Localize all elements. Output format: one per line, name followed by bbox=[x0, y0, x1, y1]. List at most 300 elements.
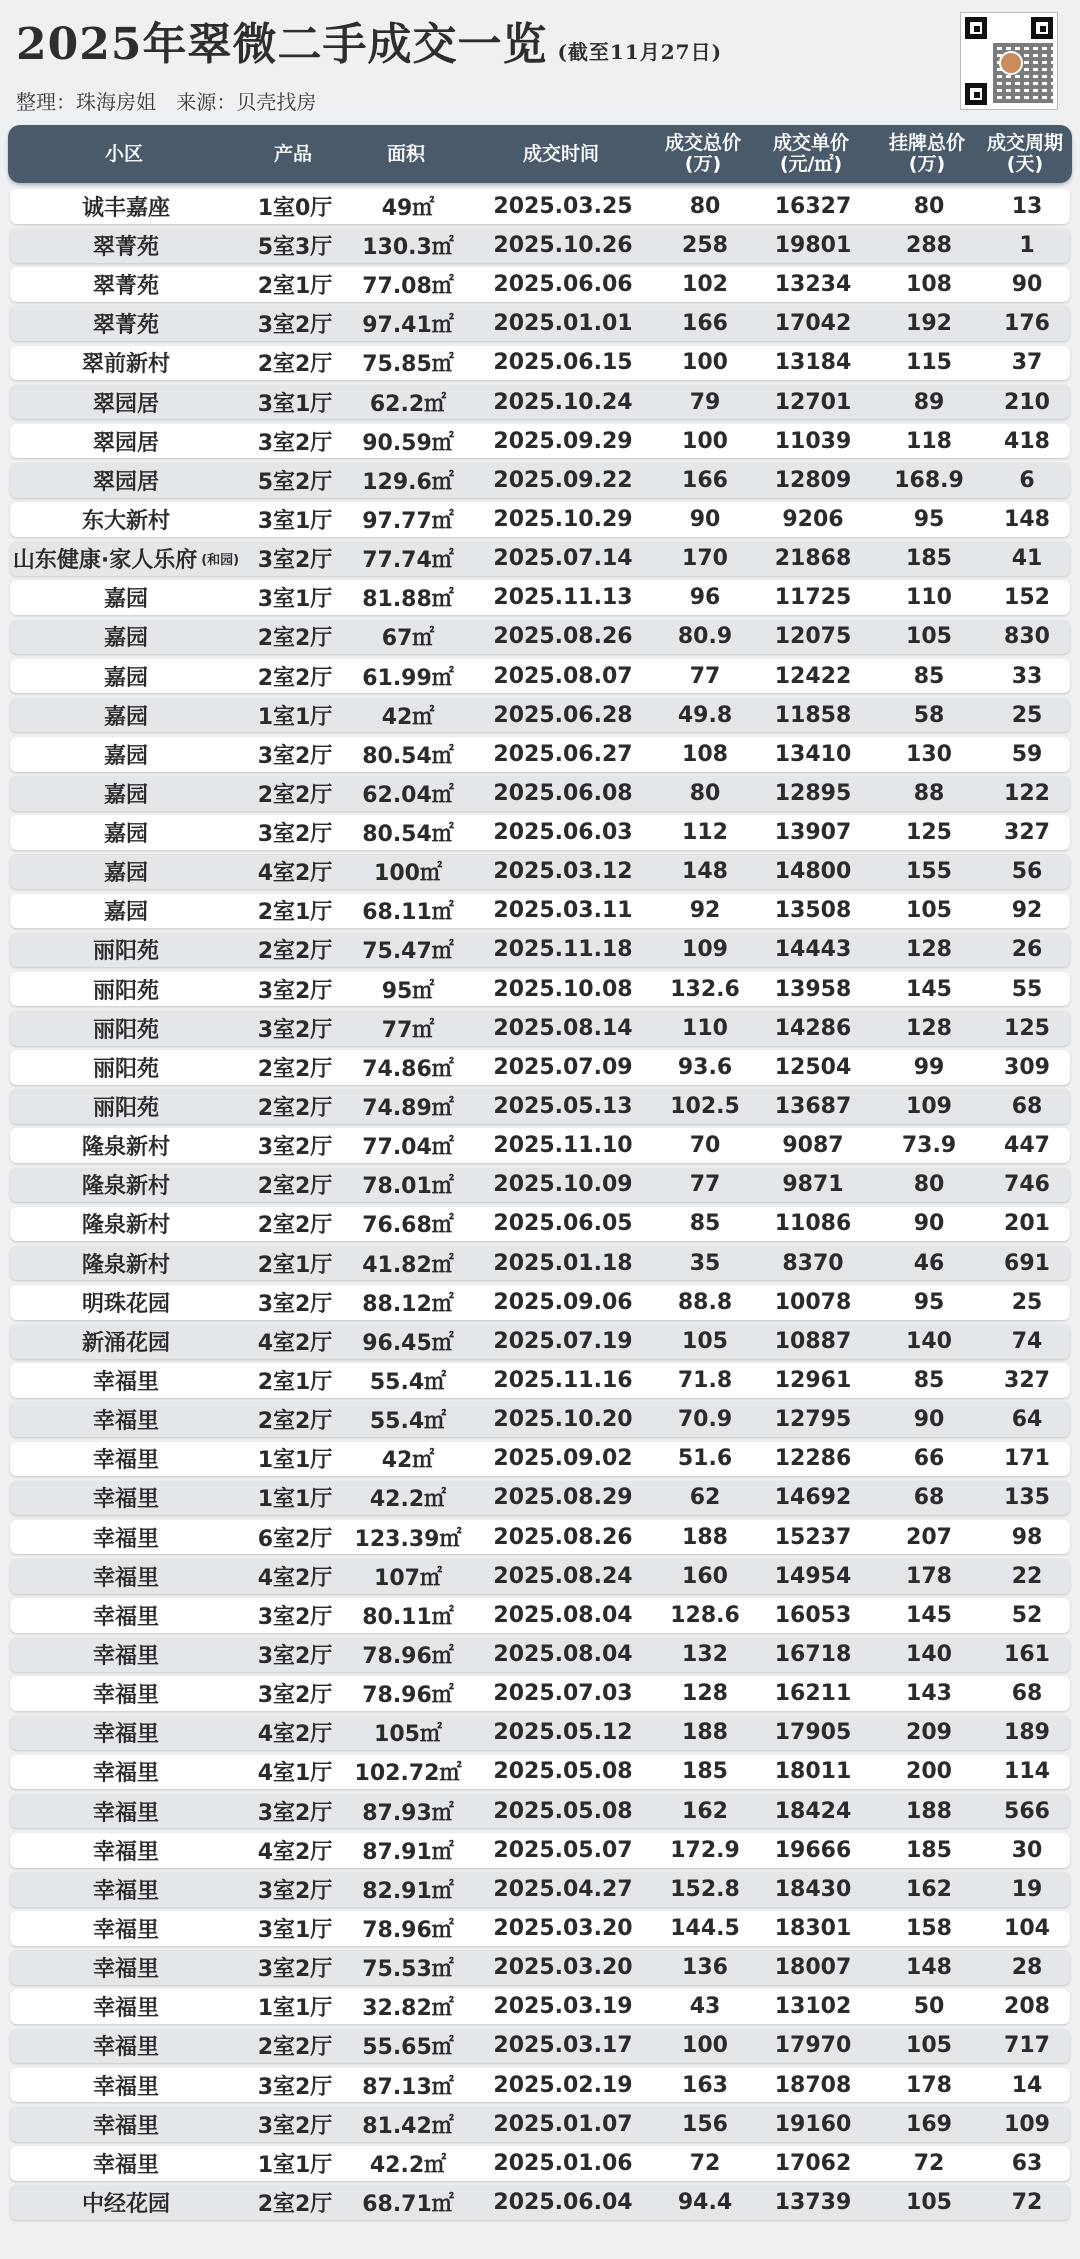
cell-area: 80.11㎡ bbox=[362, 1604, 454, 1630]
cell-unit-price: 13687 bbox=[774, 1094, 852, 1120]
cell-list-price: 207 bbox=[906, 1524, 952, 1550]
cell-area: 130.3㎡ bbox=[362, 234, 454, 260]
table-row bbox=[10, 1363, 1070, 1398]
cell-total-price: 62 bbox=[689, 1485, 721, 1511]
cell-community: 明珠花园 bbox=[81, 1291, 170, 1317]
cell-deal-cycle: 161 bbox=[1004, 1642, 1050, 1668]
header-community: 小区 bbox=[104, 142, 143, 165]
cell-deal-cycle: 25 bbox=[1011, 702, 1043, 728]
cell-deal-cycle: 59 bbox=[1011, 741, 1043, 767]
cell-product: 3室2厅 bbox=[257, 548, 333, 574]
cell-community: 翠前新村 bbox=[81, 352, 170, 378]
cell-list-price: 145 bbox=[906, 976, 952, 1002]
cell-unit-price: 13739 bbox=[774, 2189, 852, 2215]
table-row bbox=[10, 580, 1070, 615]
cell-product: 3室2厅 bbox=[257, 1683, 333, 1709]
cell-list-price: 50 bbox=[913, 1994, 945, 2020]
cell-unit-price: 15237 bbox=[774, 1524, 852, 1550]
table-row bbox=[10, 1833, 1070, 1868]
cell-product: 3室1厅 bbox=[257, 587, 333, 613]
cell-deal-cycle: 37 bbox=[1011, 350, 1043, 376]
cell-community: 幸福里 bbox=[92, 1839, 159, 1865]
cell-deal-cycle: 125 bbox=[1004, 1015, 1050, 1041]
cell-date: 2025.10.09 bbox=[493, 1172, 633, 1198]
cell-list-price: 288 bbox=[906, 232, 952, 258]
cell-unit-price: 12701 bbox=[774, 389, 852, 415]
cell-total-price: 79 bbox=[689, 389, 721, 415]
cell-product: 4室2厅 bbox=[257, 1722, 333, 1748]
cell-product: 3室2厅 bbox=[257, 822, 333, 848]
table-row bbox=[10, 463, 1070, 498]
cell-area: 87.91㎡ bbox=[362, 1839, 454, 1865]
cell-total-price: 132.6 bbox=[670, 976, 740, 1002]
cell-product: 3室1厅 bbox=[257, 391, 333, 417]
table-row bbox=[10, 659, 1070, 694]
cell-date: 2025.10.26 bbox=[493, 232, 633, 258]
cell-unit-price: 16211 bbox=[774, 1681, 852, 1707]
cell-list-price: 155 bbox=[906, 859, 952, 885]
cell-product: 3室2厅 bbox=[257, 1878, 333, 1904]
cell-product: 3室2厅 bbox=[257, 313, 333, 339]
cell-date: 2025.05.12 bbox=[493, 1720, 633, 1746]
avatar bbox=[999, 51, 1023, 75]
cell-community: 嘉园 bbox=[103, 587, 148, 613]
cell-deal-cycle: 13 bbox=[1011, 193, 1043, 219]
cell-date: 2025.01.18 bbox=[493, 1250, 633, 1276]
cell-product: 2室2厅 bbox=[257, 1096, 333, 1122]
cell-unit-price: 10078 bbox=[774, 1289, 852, 1315]
cell-total-price: 43 bbox=[689, 1994, 721, 2020]
table-row bbox=[10, 1402, 1070, 1437]
cell-date: 2025.07.09 bbox=[493, 1054, 633, 1080]
cell-area: 87.13㎡ bbox=[362, 2074, 454, 2100]
cell-total-price: 166 bbox=[682, 467, 728, 493]
cell-deal-cycle: 210 bbox=[1004, 389, 1050, 415]
cell-list-price: 90 bbox=[913, 1407, 945, 1433]
cell-date: 2025.06.05 bbox=[493, 1211, 633, 1237]
title-subtitle: (截至11月27日) bbox=[557, 40, 723, 64]
cell-unit-price: 17905 bbox=[774, 1720, 852, 1746]
cell-deal-cycle: 208 bbox=[1004, 1994, 1050, 2020]
cell-list-price: 105 bbox=[906, 2033, 952, 2059]
cell-community: 幸福里 bbox=[92, 1448, 159, 1474]
cell-unit-price: 13234 bbox=[774, 272, 852, 298]
table-row bbox=[10, 1011, 1070, 1046]
cell-deal-cycle: 201 bbox=[1004, 1211, 1050, 1237]
cell-total-price: 85 bbox=[689, 1211, 721, 1237]
cell-community: 嘉园 bbox=[103, 704, 148, 730]
table-row bbox=[10, 1598, 1070, 1633]
cell-list-price: 143 bbox=[906, 1681, 952, 1707]
cell-product: 2室2厅 bbox=[257, 782, 333, 808]
cell-deal-cycle: 189 bbox=[1004, 1720, 1050, 1746]
cell-area: 42㎡ bbox=[381, 1448, 435, 1474]
cell-community: 翠菁苑 bbox=[92, 313, 159, 339]
header-area: 面积 bbox=[386, 142, 425, 165]
cell-unit-price: 19160 bbox=[774, 2111, 852, 2137]
cell-unit-price: 13907 bbox=[774, 820, 852, 846]
table-row bbox=[10, 1794, 1070, 1829]
cell-product: 3室2厅 bbox=[257, 2074, 333, 2100]
cell-community: 幸福里 bbox=[92, 1370, 159, 1396]
table-row bbox=[10, 972, 1070, 1007]
cell-total-price: 70 bbox=[689, 1133, 721, 1159]
cell-area: 82.91㎡ bbox=[362, 1878, 454, 1904]
cell-deal-cycle: 148 bbox=[1004, 506, 1050, 532]
cell-total-price: 100 bbox=[682, 350, 728, 376]
table-row bbox=[10, 933, 1070, 968]
cell-community: 幸福里 bbox=[92, 2113, 159, 2139]
cell-community: 幸福里 bbox=[92, 1878, 159, 1904]
cell-deal-cycle: 135 bbox=[1004, 1485, 1050, 1511]
cell-date: 2025.10.08 bbox=[493, 976, 633, 1002]
cell-date: 2025.09.02 bbox=[493, 1446, 633, 1472]
cell-list-price: 188 bbox=[906, 1798, 952, 1824]
cell-area: 123.39㎡ bbox=[354, 1526, 462, 1552]
cell-date: 2025.03.20 bbox=[493, 1916, 633, 1941]
cell-date: 2025.03.19 bbox=[493, 1994, 633, 2020]
cell-total-price: 80.9 bbox=[677, 624, 733, 650]
cell-date: 2025.01.06 bbox=[493, 2150, 633, 2176]
cell-date: 2025.03.12 bbox=[493, 859, 633, 885]
cell-list-price: 168.9 bbox=[894, 467, 964, 493]
cell-list-price: 162 bbox=[906, 1876, 952, 1902]
cell-product: 2室2厅 bbox=[257, 1409, 333, 1435]
cell-deal-cycle: 92 bbox=[1011, 898, 1043, 924]
table-row bbox=[10, 502, 1070, 537]
table-row bbox=[10, 854, 1070, 889]
cell-unit-price: 16718 bbox=[774, 1642, 852, 1668]
cell-deal-cycle: 14 bbox=[1011, 2072, 1043, 2098]
cell-deal-cycle: 418 bbox=[1004, 428, 1050, 454]
cell-date: 2025.06.03 bbox=[493, 820, 633, 846]
cell-unit-price: 18430 bbox=[774, 1876, 852, 1902]
cell-area: 62.04㎡ bbox=[362, 782, 454, 808]
cell-product: 1室1厅 bbox=[257, 1487, 333, 1513]
table-row bbox=[10, 1168, 1070, 1203]
cell-date: 2025.08.04 bbox=[493, 1642, 633, 1668]
cell-total-price: 102 bbox=[682, 272, 728, 298]
cell-community: 嘉园 bbox=[103, 822, 148, 848]
cell-date: 2025.02.19 bbox=[493, 2072, 633, 2098]
cell-community: 丽阳苑 bbox=[92, 978, 159, 1004]
cell-date: 2025.10.29 bbox=[493, 506, 633, 532]
table-row bbox=[10, 385, 1070, 420]
cell-deal-cycle: 98 bbox=[1011, 1524, 1043, 1550]
table-row bbox=[10, 1989, 1070, 2024]
cell-product: 2室2厅 bbox=[257, 352, 333, 378]
table-row bbox=[10, 1128, 1070, 1163]
cell-unit-price: 12795 bbox=[774, 1407, 852, 1433]
cell-community: 丽阳苑 bbox=[92, 1056, 159, 1082]
cell-unit-price: 9871 bbox=[782, 1172, 844, 1198]
cell-deal-cycle: 6 bbox=[1019, 467, 1035, 493]
cell-deal-cycle: 717 bbox=[1004, 2033, 1050, 2059]
cell-total-price: 128.6 bbox=[670, 1602, 740, 1628]
cell-total-price: 160 bbox=[682, 1563, 728, 1589]
table-row bbox=[10, 424, 1070, 459]
cell-date: 2025.06.15 bbox=[493, 350, 633, 376]
cell-community: 中经花园 bbox=[81, 2191, 170, 2217]
cell-list-price: 140 bbox=[906, 1328, 952, 1354]
cell-list-price: 115 bbox=[906, 350, 952, 376]
cell-community: 新涌花园 bbox=[81, 1330, 170, 1356]
cell-date: 2025.08.29 bbox=[493, 1485, 633, 1511]
cell-total-price: 94.4 bbox=[677, 2189, 733, 2215]
cell-area: 67㎡ bbox=[381, 626, 435, 652]
cell-community: 幸福里 bbox=[92, 1683, 159, 1709]
cell-list-price: 88 bbox=[913, 780, 945, 806]
cell-date: 2025.07.19 bbox=[493, 1328, 633, 1354]
cell-date: 2025.03.25 bbox=[493, 193, 633, 219]
cell-total-price: 88.8 bbox=[677, 1289, 733, 1315]
table-row bbox=[10, 1755, 1070, 1790]
cell-product: 4室1厅 bbox=[257, 1761, 333, 1787]
cell-unit-price: 14954 bbox=[774, 1563, 852, 1589]
cell-total-price: 77 bbox=[689, 663, 721, 689]
cell-date: 2025.05.08 bbox=[493, 1759, 633, 1785]
cell-list-price: 105 bbox=[906, 2189, 952, 2215]
cell-area: 78.96㎡ bbox=[362, 1683, 454, 1709]
cell-product: 1室1厅 bbox=[257, 1996, 333, 2022]
table-row bbox=[10, 1637, 1070, 1672]
cell-product: 2室2厅 bbox=[257, 939, 333, 965]
cell-product: 3室2厅 bbox=[257, 1604, 333, 1630]
table-row bbox=[10, 1207, 1070, 1242]
cell-deal-cycle: 327 bbox=[1004, 820, 1050, 846]
cell-deal-cycle: 25 bbox=[1011, 1289, 1043, 1315]
cell-date: 2025.03.20 bbox=[493, 1955, 633, 1981]
cell-product: 3室2厅 bbox=[257, 1644, 333, 1670]
cell-deal-cycle: 171 bbox=[1004, 1446, 1050, 1472]
cell-product: 3室2厅 bbox=[257, 1291, 333, 1317]
cell-date: 2025.04.27 bbox=[493, 1876, 633, 1902]
cell-community: 嘉园 bbox=[103, 743, 148, 769]
cell-area: 77.08㎡ bbox=[362, 274, 454, 300]
cell-area: 41.82㎡ bbox=[362, 1252, 454, 1278]
cell-total-price: 148 bbox=[682, 859, 728, 885]
cell-area: 74.86㎡ bbox=[362, 1056, 454, 1082]
cell-area: 90.59㎡ bbox=[362, 430, 454, 456]
cell-community: 诚丰嘉座 bbox=[81, 195, 170, 221]
cell-date: 2025.01.01 bbox=[493, 311, 633, 337]
cell-total-price: 172.9 bbox=[670, 1837, 740, 1863]
cell-deal-cycle: 55 bbox=[1011, 976, 1043, 1002]
page-title bbox=[16, 8, 722, 72]
cell-area: 55.4㎡ bbox=[369, 1370, 447, 1396]
cell-unit-price: 9206 bbox=[782, 506, 844, 532]
cell-date: 2025.06.08 bbox=[493, 780, 633, 806]
cell-community: 幸福里 bbox=[92, 1526, 159, 1552]
cell-list-price: 89 bbox=[913, 389, 945, 415]
cell-product: 3室1厅 bbox=[257, 1918, 333, 1943]
cell-total-price: 100 bbox=[682, 428, 728, 454]
cell-deal-cycle: 109 bbox=[1004, 2111, 1050, 2137]
cell-area: 68.71㎡ bbox=[362, 2191, 454, 2217]
cell-community: 隆泉新村 bbox=[81, 1252, 170, 1278]
cell-deal-cycle: 309 bbox=[1004, 1054, 1050, 1080]
cell-total-price: 112 bbox=[682, 820, 728, 846]
cell-list-price: 46 bbox=[913, 1250, 945, 1276]
cell-deal-cycle: 26 bbox=[1011, 937, 1043, 963]
cell-total-price: 70.9 bbox=[677, 1407, 733, 1433]
cell-product: 2室2厅 bbox=[257, 1056, 333, 1082]
cell-deal-cycle: 104 bbox=[1004, 1916, 1050, 1941]
cell-community: 嘉园 bbox=[103, 665, 148, 691]
table-row bbox=[10, 2068, 1070, 2103]
table-header bbox=[8, 125, 1072, 183]
cell-community: 隆泉新村 bbox=[81, 1135, 170, 1161]
cell-unit-price: 10887 bbox=[774, 1328, 852, 1354]
table-row bbox=[10, 267, 1070, 302]
cell-list-price: 90 bbox=[913, 1211, 945, 1237]
cell-unit-price: 13410 bbox=[774, 741, 852, 767]
cell-date: 2025.06.06 bbox=[493, 272, 633, 298]
cell-area: 55.4㎡ bbox=[369, 1409, 447, 1435]
cell-community: 幸福里 bbox=[92, 1722, 159, 1748]
cell-deal-cycle: 56 bbox=[1011, 859, 1043, 885]
table-row bbox=[10, 1481, 1070, 1516]
cell-list-price: 73.9 bbox=[901, 1133, 957, 1159]
cell-date: 2025.09.22 bbox=[493, 467, 633, 493]
cell-date: 2025.03.11 bbox=[493, 898, 633, 924]
cell-total-price: 51.6 bbox=[677, 1446, 733, 1472]
table-row bbox=[10, 1872, 1070, 1907]
cell-total-price: 49.8 bbox=[677, 702, 733, 728]
table-row bbox=[10, 1324, 1070, 1359]
cell-unit-price: 18301 bbox=[774, 1916, 852, 1941]
cell-date: 2025.08.24 bbox=[493, 1563, 633, 1589]
cell-unit-price: 12504 bbox=[774, 1054, 852, 1080]
cell-deal-cycle: 68 bbox=[1011, 1094, 1043, 1120]
cell-unit-price: 13184 bbox=[774, 350, 852, 376]
cell-area: 74.89㎡ bbox=[362, 1096, 454, 1122]
cell-community: 丽阳苑 bbox=[92, 1017, 159, 1043]
cell-unit-price: 18011 bbox=[774, 1759, 852, 1785]
cell-deal-cycle: 122 bbox=[1004, 780, 1050, 806]
cell-area: 42㎡ bbox=[381, 704, 435, 730]
cell-area: 62.2㎡ bbox=[369, 391, 447, 417]
table-row bbox=[10, 228, 1070, 263]
header-total-price: 成交总价 (万) bbox=[664, 132, 741, 175]
cell-community: 幸福里 bbox=[92, 1644, 159, 1670]
cell-total-price: 108 bbox=[682, 741, 728, 767]
cell-unit-price: 17062 bbox=[774, 2150, 852, 2176]
cell-product: 6室2厅 bbox=[257, 1526, 333, 1552]
cell-deal-cycle: 447 bbox=[1004, 1133, 1050, 1159]
cell-list-price: 85 bbox=[913, 663, 945, 689]
cell-total-price: 77 bbox=[689, 1172, 721, 1198]
cell-unit-price: 13102 bbox=[774, 1994, 852, 2020]
cell-community: 幸福里 bbox=[92, 1800, 159, 1826]
credit-line bbox=[16, 86, 330, 115]
cell-product: 2室2厅 bbox=[257, 1213, 333, 1239]
cell-deal-cycle: 691 bbox=[1004, 1250, 1050, 1276]
cell-date: 2025.11.13 bbox=[493, 585, 633, 611]
cell-date: 2025.09.06 bbox=[493, 1289, 633, 1315]
cell-list-price: 105 bbox=[906, 898, 952, 924]
cell-unit-price: 11086 bbox=[774, 1211, 852, 1237]
cell-total-price: 188 bbox=[682, 1720, 728, 1746]
cell-community: 幸福里 bbox=[92, 1409, 159, 1435]
cell-community: 幸福里 bbox=[92, 2035, 159, 2061]
cell-date: 2025.08.26 bbox=[493, 624, 633, 650]
cell-list-price: 118 bbox=[906, 428, 952, 454]
cell-date: 2025.06.27 bbox=[493, 741, 633, 767]
title-text: 2025年翠微二手成交一览 bbox=[16, 19, 548, 70]
cell-total-price: 110 bbox=[682, 1015, 728, 1041]
cell-area: 96.45㎡ bbox=[362, 1330, 454, 1356]
cell-list-price: 85 bbox=[913, 1368, 945, 1394]
table-row bbox=[10, 1559, 1070, 1594]
cell-area: 42.2㎡ bbox=[369, 2152, 447, 2178]
table-row bbox=[10, 541, 1070, 576]
cell-community: 嘉园 bbox=[103, 782, 148, 808]
cell-total-price: 90 bbox=[689, 506, 721, 532]
table-row bbox=[10, 2185, 1070, 2220]
cell-date: 2025.05.08 bbox=[493, 1798, 633, 1824]
cell-area: 75.53㎡ bbox=[362, 1957, 454, 1983]
header-date: 成交时间 bbox=[522, 142, 599, 165]
cell-list-price: 80 bbox=[913, 1172, 945, 1198]
cell-list-price: 185 bbox=[906, 546, 952, 572]
table-row bbox=[10, 1442, 1070, 1477]
table-row bbox=[10, 620, 1070, 655]
cell-unit-price: 14286 bbox=[774, 1015, 852, 1041]
cell-list-price: 158 bbox=[906, 1916, 952, 1941]
cell-total-price: 166 bbox=[682, 311, 728, 337]
cell-community: 隆泉新村 bbox=[81, 1213, 170, 1239]
cell-total-price: 132 bbox=[682, 1642, 728, 1668]
cell-date: 2025.06.04 bbox=[493, 2189, 633, 2215]
cell-area: 81.42㎡ bbox=[362, 2113, 454, 2139]
cell-deal-cycle: 1 bbox=[1019, 232, 1035, 258]
cell-total-price: 92 bbox=[689, 898, 721, 924]
table-row bbox=[10, 698, 1070, 733]
cell-total-price: 102.5 bbox=[670, 1094, 740, 1120]
cell-deal-cycle: 152 bbox=[1004, 585, 1050, 611]
cell-total-price: 93.6 bbox=[677, 1054, 733, 1080]
cell-unit-price: 18708 bbox=[774, 2072, 852, 2098]
cell-community: 山东健康·家人乐府 (和园) bbox=[12, 548, 240, 574]
cell-unit-price: 12286 bbox=[774, 1446, 852, 1472]
cell-deal-cycle: 72 bbox=[1011, 2189, 1043, 2215]
table-row bbox=[10, 1246, 1070, 1281]
cell-deal-cycle: 746 bbox=[1004, 1172, 1050, 1198]
cell-date: 2025.10.24 bbox=[493, 389, 633, 415]
table-row bbox=[10, 306, 1070, 341]
cell-community: 幸福里 bbox=[92, 1604, 159, 1630]
cell-product: 2室1厅 bbox=[257, 1252, 333, 1278]
cell-unit-price: 14692 bbox=[774, 1485, 852, 1511]
cell-area: 75.85㎡ bbox=[362, 352, 454, 378]
table-row bbox=[10, 2146, 1070, 2181]
cell-list-price: 128 bbox=[906, 937, 952, 963]
table-row bbox=[10, 2107, 1070, 2142]
cell-list-price: 80 bbox=[913, 193, 945, 219]
cell-list-price: 192 bbox=[906, 311, 952, 337]
table-row bbox=[10, 776, 1070, 811]
cell-list-price: 58 bbox=[913, 702, 945, 728]
cell-unit-price: 9087 bbox=[782, 1133, 844, 1159]
cell-date: 2025.08.14 bbox=[493, 1015, 633, 1041]
cell-area: 80.54㎡ bbox=[362, 743, 454, 769]
cell-total-price: 170 bbox=[682, 546, 728, 572]
cell-area: 97.77㎡ bbox=[362, 508, 454, 534]
cell-unit-price: 12075 bbox=[774, 624, 852, 650]
cell-unit-price: 11039 bbox=[774, 428, 852, 454]
cell-date: 2025.09.29 bbox=[493, 428, 633, 454]
